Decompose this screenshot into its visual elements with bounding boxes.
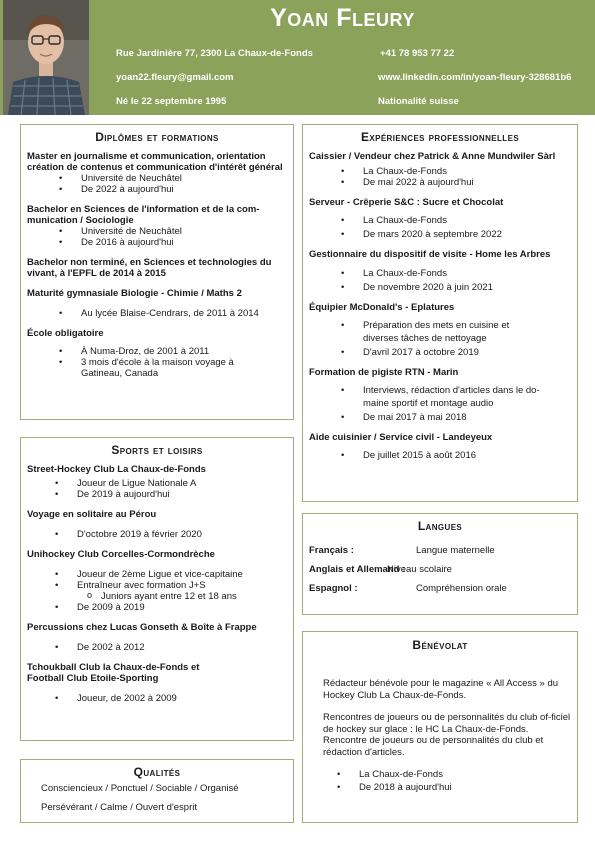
paragraph: Rencontres de joueurs ou de personnalités du club of-ficiel de hockey sur glace : le HC La Chaux-de-Fonds. Rencontre de joueurs ou de personnalités du club et rédaction d'articles. xyxy=(323,712,571,758)
list-item: • De novembre 2020 à juin 2021 xyxy=(363,282,571,293)
list-item: • Joueur de 2ème Ligue et vice-capitaine xyxy=(77,569,287,580)
list-item: • Préparation des mets en cuisine et diverses tâches de nettoyage xyxy=(363,319,524,345)
list-item: • Entraîneur avec formation J+S xyxy=(77,580,287,591)
list-item: • Université de Neuchâtel xyxy=(81,226,287,237)
entry-title: Voyage en solitaire au Pérou xyxy=(27,509,157,520)
list-item: • La Chaux-de-Fonds xyxy=(359,769,571,780)
list-item: • Au lycée Blaise-Cendrars, de 2011 à 2014 xyxy=(81,308,287,319)
linkedin-link[interactable]: www.linkedin.com/in/yoan-fleury-328681b6 xyxy=(378,72,572,83)
list-item: • De 2009 à 2019 xyxy=(77,602,287,613)
section-title: Diplômes et formations xyxy=(95,130,219,144)
entry-title: Street-Hockey Club La Chaux-de-Fonds xyxy=(27,464,206,475)
language-name: Espagnol : xyxy=(309,583,358,594)
entry-title: Formation de pigiste RTN - Marin xyxy=(309,367,459,378)
entry-title: Caissier / Vendeur chez Patrick & Anne Mundwiler Sàrl xyxy=(309,151,556,162)
list-item: • La Chaux-de-Fonds xyxy=(363,215,571,226)
section-langues xyxy=(302,513,578,615)
qualities-line: Consciencieux / Ponctuel / Sociable / Organisé xyxy=(41,783,239,794)
list-item: • La Chaux-de-Fonds xyxy=(363,166,571,177)
birth-date: Né le 22 septembre 1995 xyxy=(116,96,227,107)
section-title: Bénévolat xyxy=(412,638,468,652)
list-item: • 3 mois d'école à la maison voyage à Gatineau, Canada xyxy=(81,357,257,379)
language-level: Compréhension orale xyxy=(416,583,507,594)
paragraph: Rédacteur bénévole pour le magazine « All Access » du Hockey Club La Chaux-de-Fonds. xyxy=(323,678,559,701)
entry-title: Master en journalisme et communication, orientation création de contenus et communication d'intérêt général xyxy=(27,151,283,173)
list-item: • De 2002 à 2012 xyxy=(77,642,287,653)
section-qualites xyxy=(20,759,294,823)
nationality: Nationalité suisse xyxy=(378,96,459,107)
entry-title: Gestionnaire du dispositif de visite - Home les Arbres xyxy=(309,249,551,260)
header-banner xyxy=(0,0,595,115)
list-item: • De mai 2022 à aujourd'hui xyxy=(363,177,571,188)
address: Rue Jardinière 77, 2300 La Chaux-de-Fonds xyxy=(116,48,313,59)
profile-photo xyxy=(3,0,89,115)
language-name: Français : xyxy=(309,545,354,556)
section-diplomes xyxy=(20,124,294,420)
section-experiences xyxy=(302,124,578,502)
list-item: • Interviews, rédaction d'articles dans le do-maine sportif et montage audio xyxy=(363,384,549,410)
list-item: • De 2019 à aujourd'hui xyxy=(77,489,287,500)
section-sports xyxy=(20,437,294,741)
list-item: • Joueur, de 2002 à 2009 xyxy=(77,693,287,704)
language-row xyxy=(309,545,571,556)
section-title: Sports et loisirs xyxy=(111,443,203,457)
entry-title: École obligatoire xyxy=(27,328,104,339)
list-item: • D'avril 2017 à octobre 2019 xyxy=(363,347,524,358)
person-name: Yoan Fleury xyxy=(270,4,415,32)
list-item: • La Chaux-de-Fonds xyxy=(363,268,571,279)
entry-title: Aide cuisinier / Service civil - Landeyeux xyxy=(309,432,493,443)
language-row xyxy=(309,564,571,575)
list-item: • De mars 2020 à septembre 2022 xyxy=(363,229,571,240)
language-name: Anglais et Allemand : xyxy=(309,564,406,575)
section-title: Expériences professionnelles xyxy=(360,130,520,144)
list-item: • D'octobre 2019 à février 2020 xyxy=(77,529,287,540)
qualities-line: Persévérant / Calme / Ouvert d'esprit xyxy=(41,801,197,813)
entry-title: Unihockey Club Corcelles-Cormondrèche xyxy=(27,549,215,560)
entry-title: Bachelor en Sciences de l'information et de la com-munication / Sociologie xyxy=(27,204,260,226)
language-level: Niveau scolaire xyxy=(387,564,452,575)
list-item: • À Numa-Droz, de 2001 à 2011 xyxy=(81,346,257,357)
language-level: Langue maternelle xyxy=(416,545,495,556)
entry-title: Serveur - Crêperie S&C : Sucre et Chocolat xyxy=(309,197,504,208)
sub-list-item: o Juniors ayant entre 12 et 18 ans xyxy=(87,591,287,602)
list-item: • Joueur de Ligue Nationale A xyxy=(77,478,287,489)
entry-title: Maturité gymnasiale Biologie - Chimie / Maths 2 xyxy=(27,288,242,299)
list-item: • De 2022 à aujourd'hui xyxy=(81,184,287,195)
phone-number: +41 78 953 77 22 xyxy=(380,48,455,59)
entry-title: Tchoukball Club la Chaux-de-Fonds et Football Club Etoile-Sporting xyxy=(27,662,200,684)
entry-title: Bachelor non terminé, en Sciences et technologies du vivant, à l'EPFL de 2014 à 2015 xyxy=(27,257,272,279)
entry-title: Percussions chez Lucas Gonseth & Boîte à Frappe xyxy=(27,622,257,633)
list-item: • De 2018 à aujourd'hui xyxy=(359,782,571,793)
section-title: Langues xyxy=(417,519,463,533)
list-item: • De juillet 2015 à août 2016 xyxy=(363,450,571,461)
list-item: • De 2016 à aujourd'hui xyxy=(81,237,287,248)
list-item: • Université de Neuchâtel xyxy=(81,173,287,184)
list-item: • De mai 2017 à mai 2018 xyxy=(363,412,549,423)
entry-title: Équipier McDonald's - Eplatures xyxy=(309,302,455,313)
section-benevolat xyxy=(302,631,578,823)
language-row xyxy=(309,583,571,594)
section-title: Qualités xyxy=(133,765,181,779)
email-link[interactable]: yoan22.fleury@gmail.com xyxy=(116,72,234,83)
